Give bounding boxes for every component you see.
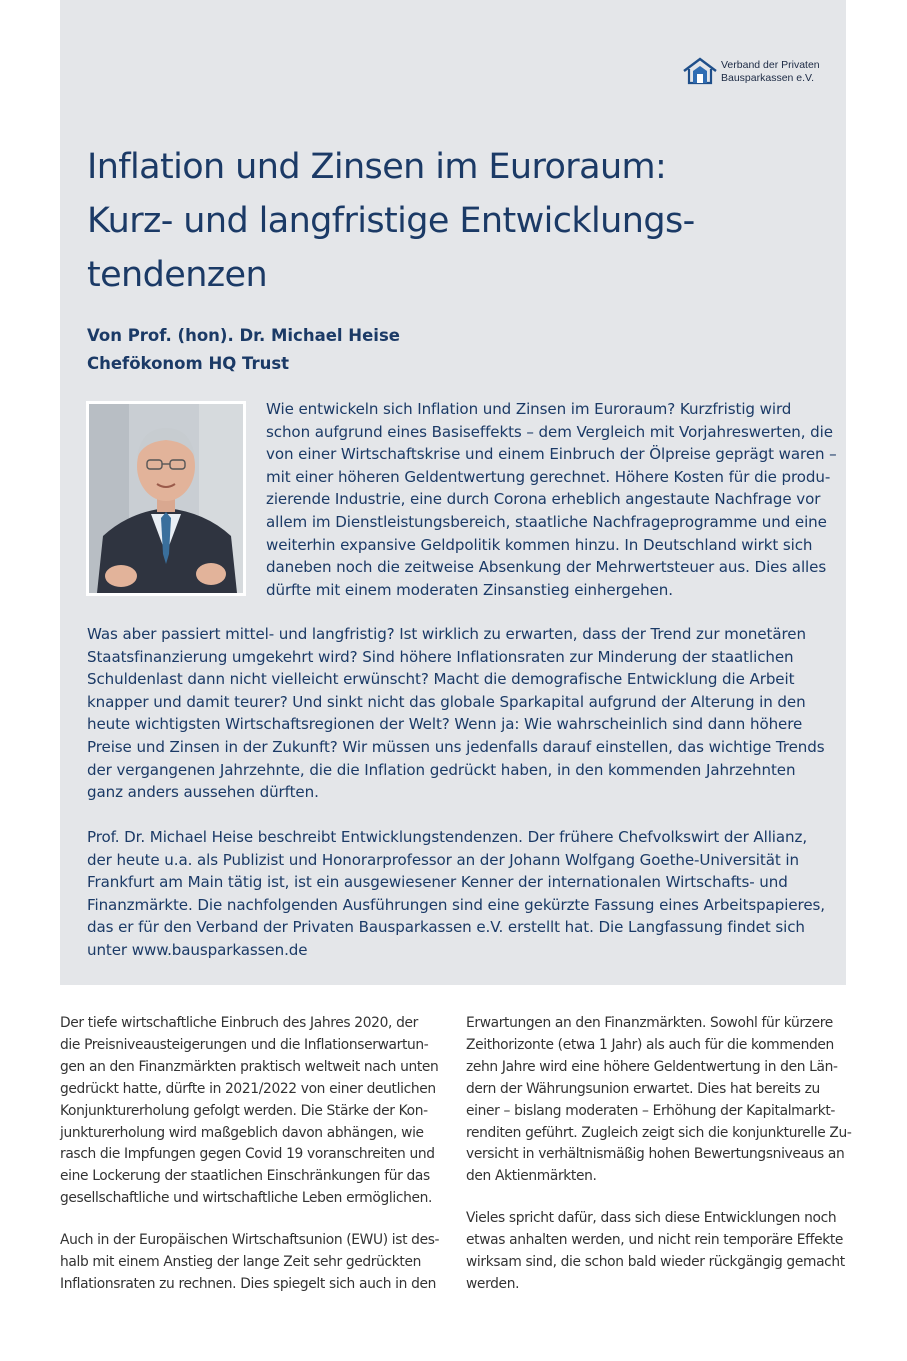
body-line: Der tiefe wirtschaftliche Einbruch des Jahres 2020, der	[60, 1015, 418, 1031]
body-line: Konjunkturerholung gefolgt werden. Die Stärke der Kon-	[60, 1102, 428, 1119]
intro-line: von einer Wirtschaftskrise und einem Einbruch der Ölpreise geprägt waren –	[266, 445, 837, 464]
intro-line: mit einer höheren Geldentwertung gerechnet. Höhere Kosten für die produ-	[266, 467, 831, 486]
author-photo	[86, 401, 246, 596]
body-line: die Preisniveausteigerungen und die Inflationserwartun-	[60, 1036, 429, 1053]
body-line: renditen geführt. Zugleich zeigt sich die konjunkturelle Zu-	[466, 1124, 852, 1141]
body-line: versicht in verhältnismäßig hohen Bewertungsniveaus an	[466, 1146, 845, 1163]
intro-line: Schuldenlast dann nicht vielleicht erwünscht? Macht die demografische Entwicklung die Arbeit	[87, 670, 795, 689]
body-line: rasch die Impfungen gegen Covid 19 voranschreiten und	[60, 1146, 435, 1163]
intro-line: Prof. Dr. Michael Heise beschreibt Entwicklungstendenzen. Der frühere Chefvolkswirt der Allianz,	[87, 828, 808, 846]
title-line: Inflation und Zinsen im Euroraum:	[87, 147, 667, 187]
page-title	[87, 140, 787, 302]
intro-line: Finanzmärkte. Die nachfolgenden Ausführungen sind eine gekürzte Fassung eines Arbeitspapieres,	[87, 895, 825, 914]
house-logo-icon	[683, 57, 717, 85]
body-line: wirksam sind, die schon bald wieder rückgängig gemacht	[466, 1253, 845, 1270]
body-line: gesellschaftliche und wirtschaftliche Leben ermöglichen.	[60, 1190, 433, 1207]
intro-line: ganz anders aussehen dürften.	[87, 783, 319, 802]
intro-paragraph	[87, 623, 825, 804]
intro-line: Frankfurt am Main tätig ist, ist ein ausgewiesener Kenner der internationalen Wirtschafts- und	[87, 873, 788, 892]
intro-line: Was aber passiert mittel- und langfristig? Ist wirklich zu erwarten, dass der Trend zur monetären	[87, 625, 806, 643]
author-name: Von Prof. (hon). Dr. Michael Heise	[87, 326, 400, 345]
logo-line-1: Verband der Privaten	[721, 59, 820, 71]
body-paragraph	[466, 1013, 852, 1188]
body-line: gedrückt hatte, dürfte in 2021/2022 von einer deutlichen	[60, 1080, 436, 1097]
body-line: gen an den Finanzmärkten praktisch weltweit nach unten	[60, 1058, 439, 1075]
intro-line: heute wichtigsten Wirtschaftsregionen der Welt? Wenn ja: Wie wahrscheinlich sind dann höhere	[87, 715, 803, 734]
intro-line: weiterhin expansive Geldpolitik kommen hinzu. In Deutschland wirkt sich	[266, 535, 813, 554]
intro-line: allem im Dienstleistungsbereich, staatliche Nachfrageprogramme und eine	[266, 512, 827, 531]
intro-line: der vergangenen Jahrzehnte, die die Inflation gedrückt haben, in den kommenden Jahrzehnten	[87, 760, 796, 779]
body-line: junkturerholung wird maßgeblich davon abhängen, wie	[60, 1124, 424, 1141]
vdpb-logo[interactable]	[683, 57, 843, 89]
logo-line-2: Bausparkassen e.V.	[721, 72, 815, 84]
body-line: Auch in der Europäischen Wirtschaftsunion (EWU) ist des-	[60, 1232, 440, 1248]
intro-line: daneben noch die zeitweise Absenkung der Mehrwertsteuer aus. Dies alles	[266, 558, 827, 577]
intro-paragraph	[266, 398, 837, 601]
body-paragraph	[466, 1208, 845, 1296]
intro-line: Wie entwickeln sich Inflation und Zinsen im Euroraum? Kurzfristig wird	[266, 400, 792, 418]
body-paragraph	[60, 1013, 438, 1210]
title-line: tendenzen	[87, 255, 268, 295]
body-paragraph	[60, 1230, 439, 1296]
body-line: Erwartungen an den Finanzmärkten. Sowohl für kürzere	[466, 1015, 833, 1031]
title-line: Kurz- und langfristige Entwicklungs-	[87, 201, 695, 241]
logo-text	[721, 59, 820, 85]
author-block	[87, 322, 400, 378]
intro-line: dürfte mit einem moderaten Zinsanstieg einhergehen.	[266, 580, 673, 599]
body-line: Vieles spricht dafür, dass sich diese Entwicklungen noch	[466, 1210, 837, 1226]
author-role: Chefökonom HQ Trust	[87, 354, 290, 373]
intro-line: Staatsfinanzierung umgekehrt wird? Sind höhere Inflationsraten zur Minderung der staatlichen	[87, 647, 794, 666]
portrait-image	[89, 404, 243, 593]
intro-line: Preise und Zinsen in der Zukunft? Wir müssen uns jedenfalls darauf einstellen, das wichtige Trends	[87, 737, 825, 756]
intro-line: zierende Industrie, eine durch Corona erheblich angestaute Nachfrage vor	[266, 490, 821, 509]
body-line: Zeithorizonte (etwa 1 Jahr) als auch für die kommenden	[466, 1036, 834, 1053]
intro-paragraph	[87, 826, 825, 962]
body-line: Inflationsraten zu rechnen. Dies spiegelt sich auch in den	[60, 1275, 437, 1292]
body-line: eine Lockerung der staatlichen Einschränkungen für das	[60, 1168, 430, 1185]
body-line: etwas anhalten werden, und nicht rein temporäre Effekte	[466, 1231, 844, 1248]
intro-line: der heute u.a. als Publizist und Honorarprofessor an der Johann Wolfgang Goethe-Universität in	[87, 850, 799, 869]
body-line: einer – bislang moderaten – Erhöhung der Kapitalmarkt-	[466, 1102, 836, 1119]
intro-line: das er für den Verband der Privaten Bausparkassen e.V. erstellt hat. Die Langfassung findet sich	[87, 918, 805, 937]
body-line: zehn Jahre wird eine höhere Geldentwertung in den Län-	[466, 1058, 838, 1075]
body-line: werden.	[466, 1275, 520, 1292]
intro-line: knapper und damit teurer? Und sinkt nicht das globale Sparkapital aufgrund der Alterung in den	[87, 692, 806, 711]
body-line: halb mit einem Anstieg der lange Zeit sehr gedrückten	[60, 1253, 421, 1270]
intro-link-line[interactable]: unter www.bausparkassen.de	[87, 940, 308, 959]
intro-line: schon aufgrund eines Basiseffekts – dem Vergleich mit Vorjahreswerten, die	[266, 422, 833, 441]
body-line: den Aktienmärkten.	[466, 1168, 597, 1185]
body-line: dern der Währungsunion erwartet. Dies hat bereits zu	[466, 1080, 820, 1097]
